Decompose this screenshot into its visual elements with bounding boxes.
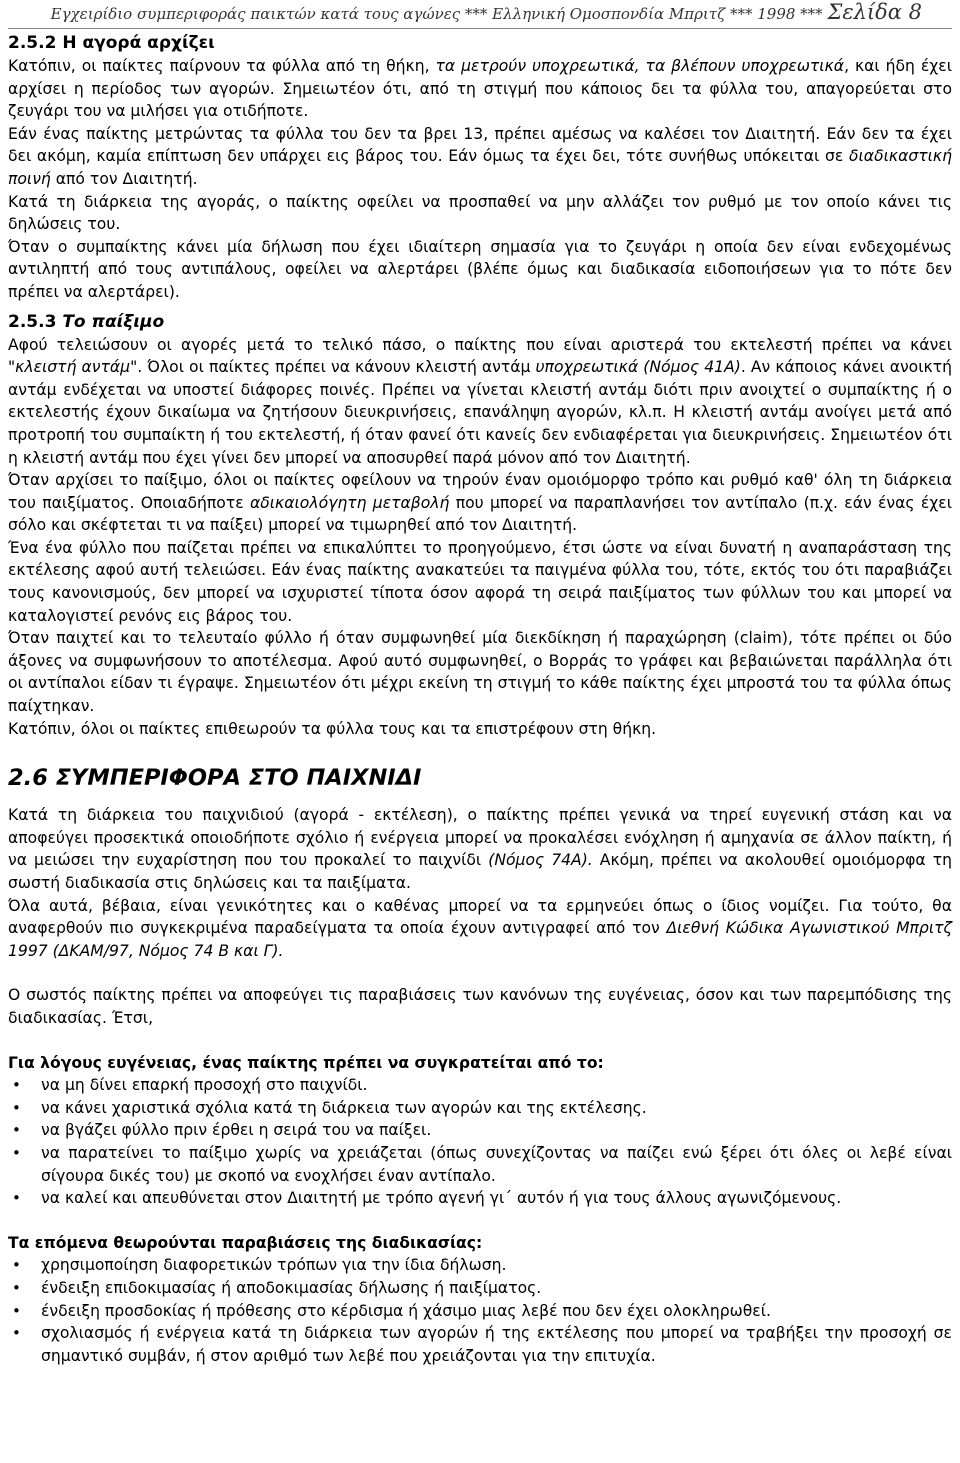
list-item: • ένδειξη προσδοκίας ή πρόθεσης στο κέρδισμα ή χάσιμο μιας λεβέ που δεν έχει ολοκληρωθεί.	[8, 1300, 952, 1323]
list-item: • ένδειξη επιδοκιμασίας ή αποδοκιμασίας δήλωσης ή παιξίματος.	[8, 1277, 952, 1300]
paragraph: Εάν ένας παίκτης μετρώντας τα φύλλα του δεν τα βρει 13, πρέπει αμέσως να καλέσει τον Διαιτητή. Εάν δεν τα έχει δει ακόμη, καμία επίπτωση δεν υπάρχει εις βάρος του. Εάν όμως τα έχει δει, τότε συνήθως υπόκειται σε διαδικαστική ποινή από τον Διαιτητή.	[8, 124, 952, 188]
paragraph: Όταν παιχτεί και το τελευταίο φύλλο ή όταν συμφωνηθεί μία διεκδίκηση ή παραχώρηση (claim), τότε πρέπει οι δύο άξονες να συμφωνήσουν το αποτέλεσμα. Αφού αυτό συμφωνηθεί, ο Βορράς το γράφει και βεβαιώνεται παράλληλα ότι οι αντίπαλοι είδαν τι έγραψε. Σημειωτέον ότι μέχρι εκείνη τη στιγμή το κάθε παίκτης έχει μπροστά του τα φύλλα όπως παίχτηκαν.	[8, 629, 952, 716]
list-item: • να μη δίνει επαρκή προσοχή στο παιχνίδι.	[8, 1074, 952, 1097]
section-2-5-2-title: 2.5.2 Η αγορά αρχίζει	[8, 33, 215, 53]
list-item: • να βγάζει φύλλο πριν έρθει η σειρά του να παίξει.	[8, 1119, 952, 1142]
list-item: • να καλεί και απευθύνεται στον Διαιτητή με τρόπο αγενή γι΄ αυτόν ή για τους άλλους αγωνιζόμενους.	[8, 1187, 952, 1210]
paragraph: Κατόπιν, οι παίκτες παίρνουν τα φύλλα από τη θήκη, τα μετρούν υποχρεωτικά, τα βλέπουν υποχρεωτικά, και ήδη έχει αρχίσει η περίοδος των αγορών. Σημειωτέον ότι, από τη στιγμή που κάποιος δει τα φύλλα του, απαγορεύεται στο ζευγάρι του να μιλήσει για οτιδήποτε.	[8, 57, 953, 121]
header-rule	[8, 28, 952, 29]
list-item: • να κάνει χαριστικά σχόλια κατά τη διάρκεια των αγορών και της εκτέλεσης.	[8, 1097, 952, 1120]
page-content	[8, 31, 952, 1367]
paragraph: Κατόπιν, όλοι οι παίκτες επιθεωρούν τα φύλλα τους και τα επιστρέφουν στη θήκη.	[8, 719, 657, 738]
paragraph: Ο σωστός παίκτης πρέπει να αποφεύγει τις παραβιάσεις των κανόνων της ευγένειας, όσον και των παρεμπόδισης της διαδικασίας. Έτσι,	[8, 986, 952, 1027]
section-2-6-title: 2.6 ΣΥΜΠΕΡΙΦΟΡΑ ΣΤΟ ΠΑΙΧΝΙΔΙ	[8, 765, 422, 792]
page-number: Σελίδα 8	[827, 0, 922, 24]
paragraph: Ένα ένα φύλλο που παίζεται πρέπει να επικαλύπτει το προηγούμενο, έτσι ώστε να είναι δυνατή η αναπαράσταση της εκτέλεσης αφού αυτή τελειώσει. Εάν ένας παίκτης ανακατεύει τα παιγμένα φύλλα του, τότε, εκτός του ότι παραβιάζει τους κανονισμούς, δεν μπορεί να ισχυριστεί τίποτα όσον αφορά τη σειρά παιξίματος των φύλλων του και μπορεί να καταλογιστεί ρενόνς εις βάρος του.	[8, 538, 952, 625]
procedure-list	[8, 1254, 952, 1367]
list-item: • χρησιμοποίηση διαφορετικών τρόπων για την ίδια δήλωση.	[8, 1254, 952, 1277]
paragraph: Κατά τη διάρκεια του παιχνιδιού (αγορά - εκτέλεση), ο παίκτης πρέπει γενικά να τηρεί ευγενική στάση και να αποφεύγει προσεκτικά οποιοδήποτε σχόλιο ή ενέργεια μπορεί να προκαλέσει ενόχληση ή αμηχανία σε άλλον παίκτη, ή να μειώσει την ευχαρίστηση που του προκαλεί το παιχνίδι (Νόμος 74Α). Ακόμη, πρέπει να ακολουθεί ομοιόμορφα τη σωστή διαδικασία στις δηλώσεις και τα παιξίματα.	[8, 806, 952, 892]
paragraph: Κατά τη διάρκεια της αγοράς, ο παίκτης οφείλει να προσπαθεί να μην αλλάζει τον ρυθμό με τον οποίο κάνει τις δηλώσεις του.	[8, 192, 952, 234]
list-title-procedure: Τα επόμενα θεωρούνται παραβιάσεις της διαδικασίας:	[8, 1233, 483, 1252]
paragraph: Όταν ο συμπαίκτης κάνει μία δήλωση που έχει ιδιαίτερη σημασία για το ζευγάρι η οποία δεν είναι ενδεχομένως αντιληπτή από τους αντιπάλους, οφείλει να αλερτάρει (βλέπε όμως και διαδικασία ειδοποιήσεων για το πότε δεν πρέπει να αλερτάρει).	[8, 237, 952, 301]
section-2-5-3-title: 2.5.3 Το παίξιμο	[8, 311, 165, 332]
list-item: • σχολιασμός ή ενέργεια κατά τη διάρκεια των αγορών ή της εκτέλεσης που μπορεί να τραβήξει την προσοχή σε σημαντικό συμβάν, ή στον αριθμό των λεβέ που χρειάζονται για την επιτυχία.	[8, 1322, 952, 1367]
paragraph: Αφού τελειώσουν οι αγορές μετά το τελικό πάσο, ο παίκτης που είναι αριστερά του εκτελεστή πρέπει να κάνει "κλειστή αντάμ". Όλοι οι παίκτες πρέπει να κάνουν κλειστή αντάμ υποχρεωτικά (Νόμος 41Α). Αν κάποιος κάνει ανοικτή αντάμ ενδέχεται να υποστεί διάφορες ποινές. Πρέπει να γίνεται κλειστή αντάμ διότι πριν ανοιχτεί ο συμπαίκτης ή ο εκτελεστής έχουν δικαίωμα να ζητήσουν διευκρινήσεις, επανάληψη αγορών, κλ.π. Η κλειστή αντάμ ανοίγει μετά από προτροπή του συμπαίκτη ή του εκτελεστή, ή όταν φανεί ότι κανείς δεν ενδιαφέρεται για διευκρινήσεις. Σημειωτέον ότι η κλειστή αντάμ που έχει γίνει δεν μπορεί να αποσυρθεί παρά μόνον από τον Διαιτητή.	[8, 335, 952, 467]
paragraph: Όταν αρχίσει το παίξιμο, όλοι οι παίκτες οφείλουν να τηρούν έναν ομοιόμορφο τρόπο και ρυθμό καθ' όλη τη διάρκεια του παιξίματος. Οποιαδήποτε αδικαιολόγητη μεταβολή που μπορεί να παραπλανήσει τον αντίπαλο (π.χ. εάν ένας έχει σόλο και σκέφτεται τι να παίξει) μπορεί να τιμωρηθεί από τον Διαιτητή.	[8, 471, 953, 535]
page-header	[51, 0, 922, 24]
paragraph: Όλα αυτά, βέβαια, είναι γενικότητες και ο καθένας μπορεί να τα ερμηνεύει όπως ο ίδιος νομίζει. Για τούτο, θα αναφερθούν πιο συγκεκριμένα παραδείγματα τα οποία έχουν αντιγραφεί από τον Διεθνή Κώδικα Αγωνιστικού Μπριτζ 1997 (ΔΚΑΜ/97, Νόμος 74 Β και Γ).	[8, 896, 952, 960]
list-title-courtesy: Για λόγους ευγένειας, ένας παίκτης πρέπει να συγκρατείται από το:	[8, 1053, 604, 1072]
list-item: • να παρατείνει το παίξιμο χωρίς να χρειάζεται (όπως συνεχίζοντας να παίζει ενώ ξέρει ότι όλες οι λεβέ είναι σίγουρα δικές του) με σκοπό να ενοχλήσει έναν αντίπαλο.	[8, 1142, 952, 1187]
header-text: Εγχειρίδιο συμπεριφοράς παικτών κατά τους αγώνες *** Ελληνική Ομοσπονδία Μπριτζ *** 1998 ***	[50, 5, 823, 23]
courtesy-list	[8, 1074, 952, 1210]
